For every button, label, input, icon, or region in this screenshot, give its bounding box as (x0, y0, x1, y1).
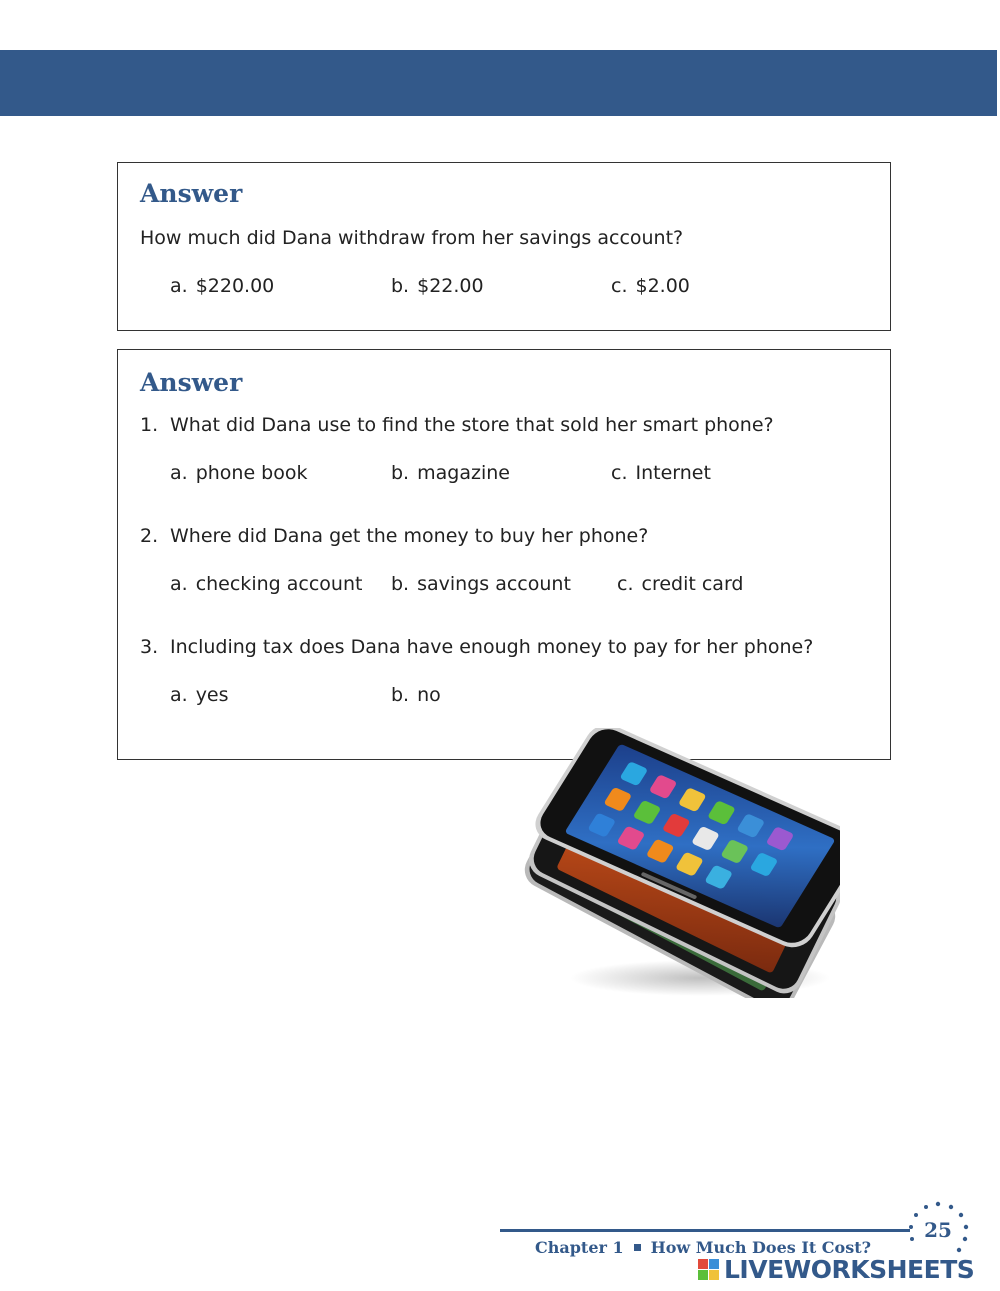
option-c[interactable] (611, 275, 690, 297)
question-1 (140, 414, 774, 436)
chapter-title: How Much Does It Cost? (650, 1238, 871, 1257)
option-text: $22.00 (417, 275, 484, 297)
footer-rule (500, 1229, 910, 1232)
q2-option-b[interactable] (391, 573, 571, 595)
page-number: 25 (924, 1218, 952, 1242)
answer-heading: Answer (140, 179, 243, 208)
q3-option-b[interactable] (391, 684, 441, 706)
option-text: savings account (417, 573, 571, 595)
option-text: magazine (417, 462, 510, 484)
option-letter: b. (391, 573, 410, 595)
answer-box-1 (117, 162, 891, 331)
option-text: checking account (195, 573, 363, 595)
option-letter: c. (611, 462, 628, 484)
separator-square-icon (634, 1244, 641, 1251)
q1-option-c[interactable] (611, 462, 711, 484)
option-letter: b. (391, 275, 410, 297)
option-letter: c. (617, 573, 634, 595)
option-letter: b. (391, 462, 410, 484)
question-text: Including tax does Dana have enough money to pay for her phone? (170, 636, 814, 658)
q1-option-a[interactable] (170, 462, 308, 484)
question-number: 1. (140, 414, 159, 436)
question-text: Where did Dana get the money to buy her phone? (170, 525, 649, 547)
q3-option-a[interactable] (170, 684, 229, 706)
q2-option-c[interactable] (617, 573, 744, 595)
question-number: 3. (140, 636, 159, 658)
chapter-label: Chapter 1 (535, 1238, 624, 1257)
option-text: no (417, 684, 441, 706)
question-text: What did Dana use to find the store that sold her smart phone? (170, 414, 774, 436)
option-b[interactable] (391, 275, 484, 297)
smartphone-illustration (520, 728, 840, 998)
question-3 (140, 636, 813, 658)
question-number: 2. (140, 525, 159, 547)
answer-box-2 (117, 349, 891, 760)
option-text: yes (195, 684, 229, 706)
option-text: credit card (641, 573, 744, 595)
option-letter: c. (611, 275, 628, 297)
liveworksheets-brand: LIVEWORKSHEETS (724, 1255, 975, 1284)
question-text: How much did Dana withdraw from her savings account? (140, 227, 684, 249)
answer-heading: Answer (140, 368, 243, 397)
question-2 (140, 525, 648, 547)
q2-option-a[interactable] (170, 573, 362, 595)
option-text: $220.00 (195, 275, 275, 297)
option-text: phone book (195, 462, 308, 484)
option-text: $2.00 (635, 275, 690, 297)
option-letter: a. (170, 573, 188, 595)
option-a[interactable] (170, 275, 274, 297)
option-letter: b. (391, 684, 410, 706)
option-letter: a. (170, 684, 188, 706)
q1-option-b[interactable] (391, 462, 510, 484)
header-band (0, 50, 997, 116)
option-letter: a. (170, 462, 188, 484)
option-letter: a. (170, 275, 188, 297)
option-text: Internet (635, 462, 711, 484)
